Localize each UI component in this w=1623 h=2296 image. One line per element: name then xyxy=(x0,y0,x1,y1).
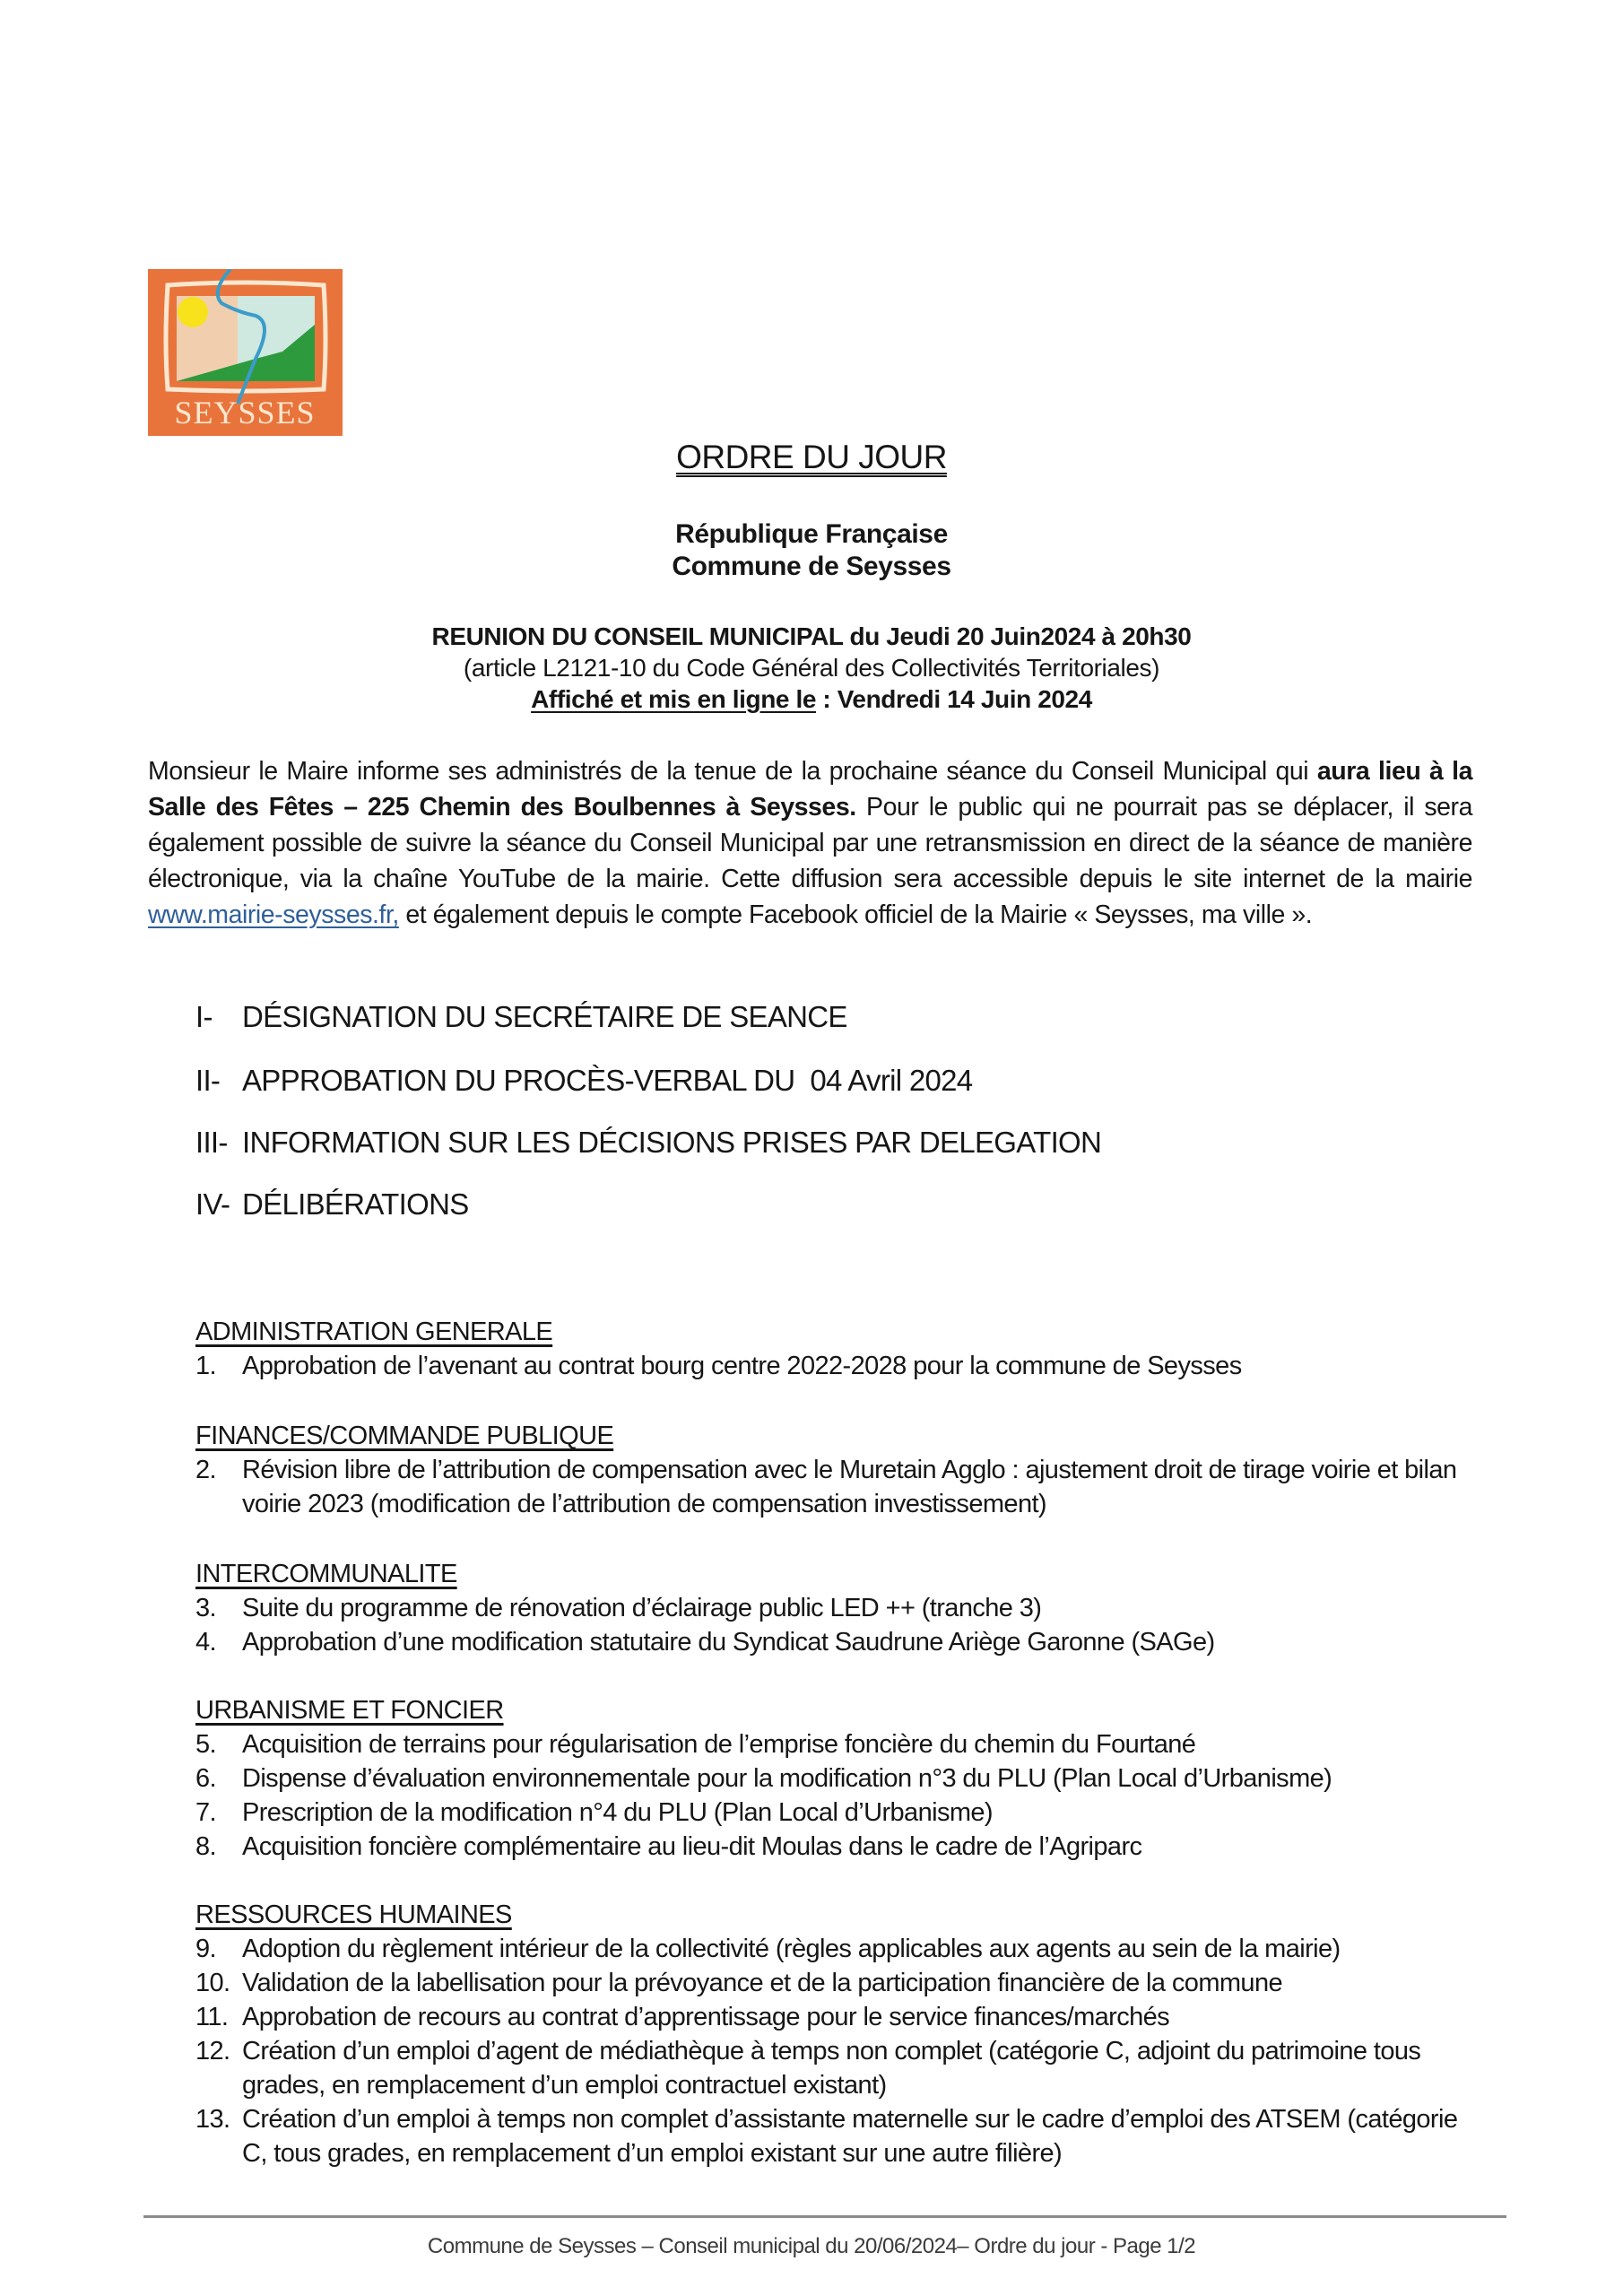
deliberation-item xyxy=(195,1349,1478,1383)
agenda-label: APPROBATION DU PROCÈS-VERBAL DU 04 Avril 2024 xyxy=(242,1064,973,1097)
section-heading: RESSOURCES HUMAINES xyxy=(195,1900,512,1929)
deliberation-item xyxy=(195,1796,1478,1830)
item-num: 6. xyxy=(195,1764,216,1793)
item-num: 13. xyxy=(195,2105,230,2134)
agenda-label: DÉSIGNATION DU SECRÉTAIRE DE SEANCE xyxy=(242,1000,847,1033)
agenda-item xyxy=(195,1187,1451,1222)
item-text: Création d’un emploi à temps non complet d’assistante maternelle sur le cadre d’emploi des ATSEM (catégorie C, tous grades, en remplacement d’un emploi existant sur une autre filière) xyxy=(242,2105,1458,2168)
item-num: 3. xyxy=(195,1594,216,1622)
agenda-num: I- xyxy=(195,1000,213,1033)
deliberation-item xyxy=(195,1727,1478,1761)
deliberation-item xyxy=(195,1761,1478,1796)
deliberation-item xyxy=(195,1966,1478,2000)
item-num: 5. xyxy=(195,1730,216,1759)
agenda-label: INFORMATION SUR LES DÉCISIONS PRISES PAR DELEGATION xyxy=(242,1126,1102,1159)
logo-landscape-icon xyxy=(148,269,343,436)
item-text: Création d’un emploi d’agent de médiathèque à temps non complet (catégorie C, adjoint du patrimoine tous grades, en remplacement d’un emploi contractuel existant) xyxy=(242,2037,1421,2100)
intro-paragraph xyxy=(148,753,1472,933)
item-text: Acquisition de terrains pour régularisation de l’emprise foncière du chemin du Fourtané xyxy=(242,1730,1196,1759)
commune: Commune de Seysses xyxy=(672,552,951,581)
intro-text: Monsieur le Maire informe ses administrés de la tenue de la prochaine séance du Conseil Municipal qui xyxy=(148,757,1317,786)
deliberation-item xyxy=(195,2102,1478,2170)
page-footer: Commune de Seysses – Conseil municipal du 20/06/2024– Ordre du jour - Page 1/2 xyxy=(427,2234,1196,2258)
meeting-title: REUNION DU CONSEIL MUNICIPAL du Jeudi 20 Juin2024 à 20h30 xyxy=(431,622,1192,650)
intro-text: Pour le public qui ne pourrait pas se déplacer, il sera également possible de suivre la séance du Conseil Municipal par une retransmission en direct de la séance de manière électronique, via la chaîne YouTube de la mairie. Cette diffusion sera accessible depuis le site internet de la mairie xyxy=(148,793,1472,893)
posted-sep: : xyxy=(816,685,838,713)
item-num: 9. xyxy=(195,1935,216,1963)
legal-article: (article L2121-10 du Code Général des Collectivités Territoriales) xyxy=(463,654,1160,682)
agenda-num: II- xyxy=(195,1064,221,1097)
item-num: 8. xyxy=(195,1832,216,1861)
posted-date: Vendredi 14 Juin 2024 xyxy=(837,685,1092,713)
item-text: Approbation de l’avenant au contrat bourg centre 2022-2028 pour la commune de Seysses xyxy=(242,1352,1242,1380)
agenda-item xyxy=(195,1125,1451,1161)
meeting-info xyxy=(0,621,1623,715)
item-text: Adoption du règlement intérieur de la collectivité (règles applicables aux agents au sein de la mairie) xyxy=(242,1935,1341,1963)
item-num: 10. xyxy=(195,1969,230,1997)
logo-text: SEYSSES xyxy=(174,395,316,430)
item-text: Approbation d’une modification statutaire du Syndicat Saudrune Ariège Garonne (SAGe) xyxy=(242,1628,1215,1657)
deliberation-item xyxy=(195,1453,1478,1521)
item-text: Approbation de recours au contrat d’apprentissage pour le service finances/marchés xyxy=(242,2003,1170,2031)
mairie-website-link[interactable]: www.mairie-seysses.fr, xyxy=(148,900,399,929)
deliberation-item xyxy=(195,2000,1478,2034)
agenda-num: IV- xyxy=(195,1187,230,1221)
section-heading: FINANCES/COMMANDE PUBLIQUE xyxy=(195,1422,614,1450)
item-text: Dispense d’évaluation environnementale pour la modification n°3 du PLU (Plan Local d’Urbanisme) xyxy=(242,1764,1332,1793)
section-ressources-humaines xyxy=(195,1898,1478,2170)
item-text: Prescription de la modification n°4 du PLU (Plan Local d’Urbanisme) xyxy=(242,1798,993,1827)
item-num: 2. xyxy=(195,1456,216,1484)
section-urbanisme xyxy=(195,1693,1478,1864)
section-finances xyxy=(195,1419,1478,1521)
section-heading: URBANISME ET FONCIER xyxy=(195,1696,504,1725)
section-heading: INTERCOMMUNALITE xyxy=(195,1560,457,1588)
country: République Française xyxy=(675,519,948,549)
page-title: ORDRE DU JOUR xyxy=(676,439,947,475)
section-administration xyxy=(195,1315,1478,1383)
intro-venue: aura lieu à la Salle des Fêtes – 225 Chemin des Boulbennes à Seysses. xyxy=(148,757,1473,822)
deliberation-item xyxy=(195,1625,1478,1659)
footer-divider xyxy=(143,2215,1506,2218)
seysses-logo xyxy=(148,269,343,436)
item-text: Suite du programme de rénovation d’éclairage public LED ++ (tranche 3) xyxy=(242,1594,1042,1622)
deliberation-item xyxy=(195,2034,1478,2102)
item-num: 11. xyxy=(195,2003,229,2031)
deliberation-item xyxy=(195,1591,1478,1625)
item-num: 1. xyxy=(195,1352,216,1380)
section-heading: ADMINISTRATION GENERALE xyxy=(195,1318,553,1346)
item-num: 12. xyxy=(195,2037,230,2066)
item-text: Révision libre de l’attribution de compensation avec le Muretain Agglo : ajustement droit de tirage voirie et bilan voirie 2023 (modification de l’attribution de compensation investissement) xyxy=(242,1456,1457,1518)
deliberation-item xyxy=(195,1830,1478,1864)
issuer xyxy=(0,518,1623,583)
section-intercommunalite xyxy=(195,1557,1478,1659)
agenda-item xyxy=(195,1063,1451,1099)
agenda-label: DÉLIBÉRATIONS xyxy=(242,1187,469,1221)
item-text: Acquisition foncière complémentaire au lieu-dit Moulas dans le cadre de l’Agriparc xyxy=(242,1832,1142,1861)
item-num: 7. xyxy=(195,1798,216,1827)
intro-text: et également depuis le compte Facebook officiel de la Mairie « Seysses, ma ville ». xyxy=(398,900,1313,929)
posted-label: Affiché et mis en ligne le xyxy=(531,685,816,713)
agenda-num: III- xyxy=(195,1126,228,1159)
item-text: Validation de la labellisation pour la prévoyance et de la participation financière de la commune xyxy=(242,1969,1283,1997)
item-num: 4. xyxy=(195,1628,216,1657)
deliberation-item xyxy=(195,1932,1478,1966)
agenda-item xyxy=(195,999,1451,1035)
